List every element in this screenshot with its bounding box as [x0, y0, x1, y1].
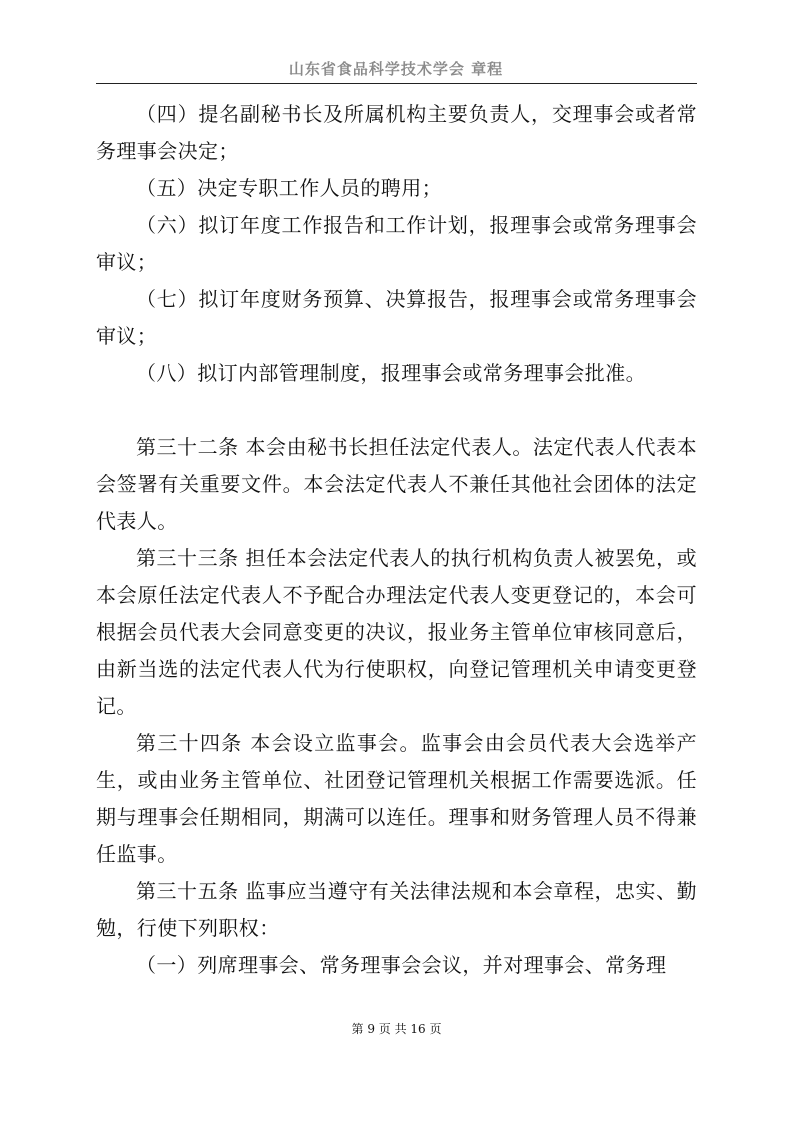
article-33: 第三十三条 担任本会法定代表人的执行机构负责人被罢免，或本会原任法定代表人不予配合办理法定代表人变更登记的，本会可根据会员代表大会同意变更的决议，报业务主管单位审核同意后，由新当选的法定代表人代为行使职权，向登记管理机关申请变更登记。 [96, 546, 697, 718]
clause-item-8: （八）拟订内部管理制度，报理事会或常务理事会批准。 [136, 361, 646, 385]
page-footer-number: 第 9 页 共 16 页 [351, 1022, 442, 1036]
clause-item-5: （五）决定专职工作人员的聘用； [136, 176, 442, 200]
header-divider [96, 83, 697, 84]
clause-item-1: （一）列席理事会、常务理事会会议，并对理事会、常务理 [136, 953, 667, 977]
document-body [96, 96, 697, 984]
article-32: 第三十二条 本会由秘书长担任法定代表人。法定代表人代表本会签署有关重要文件。本会法定代表人不兼任其他社会团体的法定代表人。 [96, 435, 697, 533]
clause-item-4: （四）提名副秘书长及所属机构主要负责人，交理事会或者常务理事会决定； [96, 102, 697, 163]
page-header-title: 山东省食品科学技术学会 章程 [288, 60, 504, 78]
paragraph-gap [96, 392, 697, 429]
clause-item-6: （六）拟订年度工作报告和工作计划，报理事会或常务理事会审议； [96, 213, 697, 274]
article-34: 第三十四条 本会设立监事会。监事会由会员代表大会选举产生，或由业务主管单位、社团登记管理机关根据工作需要选派。任期与理事会任期相同，期满可以连任。理事和财务管理人员不得兼任监事。 [96, 731, 697, 866]
clause-item-7: （七）拟订年度财务预算、决算报告，报理事会或常务理事会审议； [96, 287, 697, 348]
article-35: 第三十五条 监事应当遵守有关法律法规和本会章程，忠实、勤勉，行使下列职权： [96, 879, 697, 940]
